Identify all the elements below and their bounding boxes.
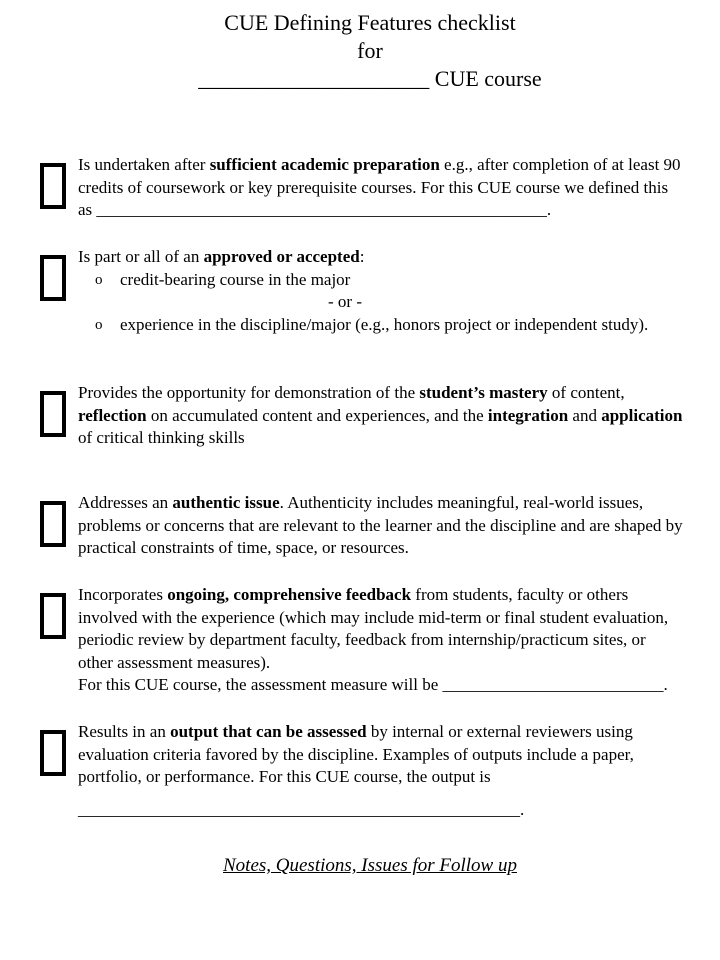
item-text <box>78 246 684 336</box>
title-line-1: CUE Defining Features checklist <box>224 10 516 35</box>
sub-bullet-text: experience in the discipline/major (e.g., honors project or independent study). <box>120 314 649 334</box>
checkbox-icon <box>40 593 66 639</box>
sub-bullet-text: credit-bearing course in the major <box>120 269 351 289</box>
text-segment: from students, faculty or others involved with the experience (which may include mid-term or final student evaluation, periodic review by department faculty, feedback from internship/practicum sites, or other assessment measures). <box>78 585 669 672</box>
text-segment: : <box>359 247 365 266</box>
item-text <box>78 584 684 697</box>
text-segment-bold: sufficient academic preparation <box>209 155 440 174</box>
text-segment: Results in an <box>78 722 171 741</box>
assessment-measure-blank-line: For this CUE course, the assessment measure will be __________________________. <box>78 675 668 694</box>
text-segment-bold: ongoing, comprehensive feedback <box>167 585 412 604</box>
item-text <box>78 721 684 821</box>
text-segment: on accumulated content and experiences, and the <box>146 405 488 425</box>
checklist-item-approved-accepted <box>0 246 720 336</box>
checkbox-icon <box>40 501 66 547</box>
text-segment: Is undertaken after <box>78 155 210 174</box>
document-title <box>18 9 720 93</box>
checkbox-icon <box>40 163 66 209</box>
output-blank-line: ____________________________________________________. <box>78 799 525 819</box>
text-segment: Provides the opportunity for demonstration of the <box>78 383 420 402</box>
text-segment: Incorporates <box>78 585 168 604</box>
text-segment-bold: authentic issue <box>172 493 280 512</box>
text-segment-bold: reflection <box>78 405 147 425</box>
checkbox-icon <box>40 255 66 301</box>
item-lead-line <box>78 246 684 269</box>
text-segment: by internal or external reviewers using evaluation criteria favored by the discipline. Examples of outputs include a paper, portfolio, or performance. For this CUE course, the output is <box>78 722 634 786</box>
item-text <box>78 154 684 222</box>
title-line-2: for <box>357 38 383 63</box>
checklist-item-authentic-issue <box>0 492 720 560</box>
or-separator: - or - <box>328 292 362 311</box>
text-segment: Is part or all of an <box>78 247 204 266</box>
sub-bullet-credit-course <box>78 269 650 292</box>
fill-in-blank: _____________________________________________________. <box>96 200 552 219</box>
checklist-item-assessable-output <box>0 721 720 821</box>
checkbox-icon <box>40 391 66 437</box>
item-text <box>78 382 684 450</box>
text-segment: of content, <box>547 383 625 402</box>
title-line-3-course-blank: _____________________ CUE course <box>198 66 542 91</box>
checklist-item-student-mastery <box>0 382 720 450</box>
text-segment-bold: student’s mastery <box>419 383 548 402</box>
checkbox-icon <box>40 730 66 776</box>
text-segment: and <box>568 405 602 425</box>
text-segment: e.g., after completion of at least 90 credits of coursework or key prerequisite courses. For this CUE course we defined this as <box>78 155 681 219</box>
checklist-item-ongoing-feedback <box>0 584 720 697</box>
text-segment-bold: output that can be assessed <box>170 722 367 741</box>
text-segment: Addresses an <box>78 493 173 512</box>
footer-heading: Notes, Questions, Issues for Follow up <box>223 855 517 876</box>
text-segment-bold: approved or accepted <box>203 247 360 266</box>
item-text <box>78 492 684 560</box>
text-segment: . Authenticity includes meaningful, real-world issues, problems or concerns that are relevant to the learner and the discipline and are shaped by practical constraints of time, space, or resources. <box>78 493 683 557</box>
sub-bullet-discipline-experience <box>78 314 650 337</box>
text-segment-bold: application <box>601 405 683 425</box>
text-segment-bold: integration <box>487 405 569 425</box>
bullet-marker-icon: o <box>95 316 103 333</box>
checklist-item-academic-preparation <box>0 154 720 222</box>
bullet-marker-icon: o <box>95 271 103 288</box>
text-segment: of critical thinking skills <box>78 428 245 447</box>
